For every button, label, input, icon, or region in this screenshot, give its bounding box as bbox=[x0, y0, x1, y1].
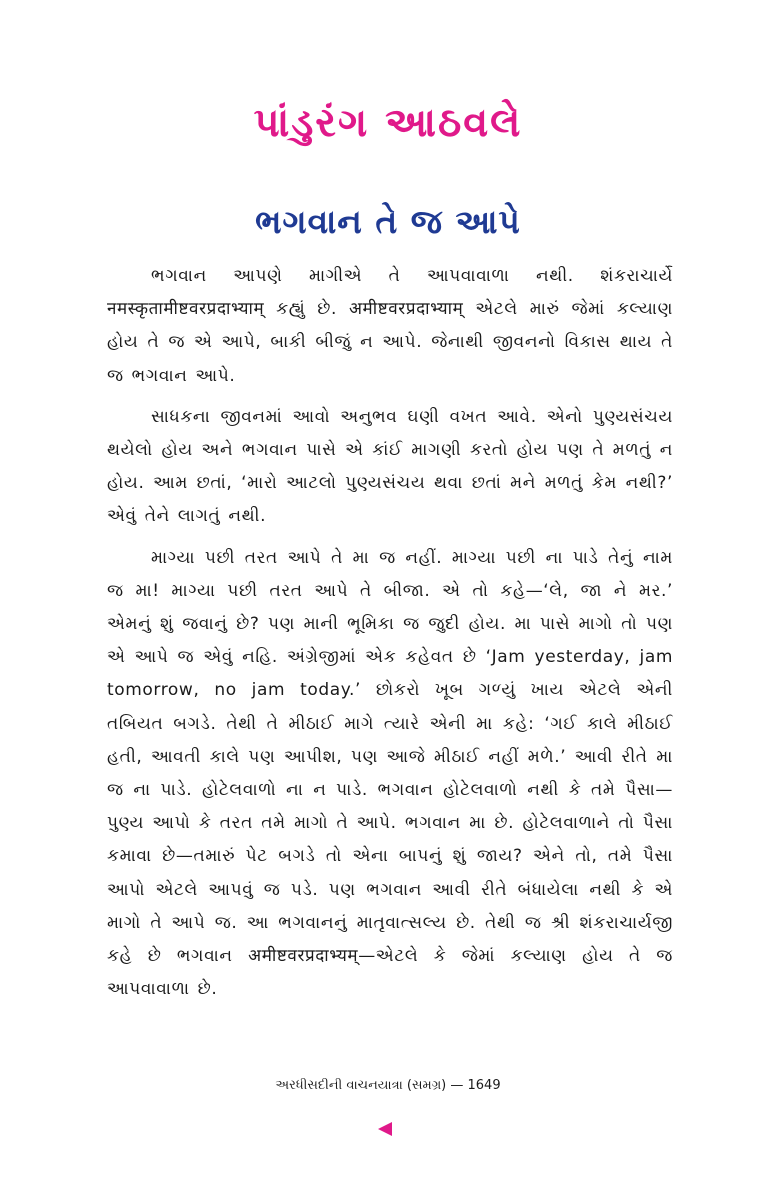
author-name: પાંડુરંગ આઠવલે bbox=[253, 100, 523, 146]
article-title: ભગવાન તે જ આપે bbox=[255, 202, 521, 241]
paragraph-2: સાધકના જીવનમાં આવો અનુભવ ઘણી વખત આવે. એનો પુણ્યસંચય થયેલો હોય અને ભગવાન પાસે એ કાંઈ માગણી કરતો હોય પણ તે મળતું ન હોય. આમ છતાં, ‘મારો આટલો પુણ્યસંચય થવા છતાં મને મળતું કેમ નથી?’ એવું તેને લાગતું નથી. bbox=[107, 406, 673, 527]
paragraph-3: માગ્યા પછી તરત આપે તે મા જ નહીં. માગ્યા પછી ના પાડે તેનું નામ જ મા! માગ્યા પછી તરત આપે તે બીજા. એ તો કહે—‘લે, જા ને મર.’ એમનું શું જવાનું છે? પણ માની ભૂમિકા જ જુદી હોય. મા પાસે માગો તો પણ એ આપે જ એવું નહિ. અંગ્રેજીમાં એક કહેવત છે ‘Jam yesterday, jam tomorrow, no jam today.’ છોકરો ખૂબ ગળ્યું ખાય એટલે એની તબિયત બગડે. તેથી તે મીઠાઈ માગે ત્યારે એની મા કહે: ‘ગઈ કાલે મીઠાઈ હતી, આવતી કાલે પણ આપીશ, પણ આજે મીઠાઈ નહીં મળે.’ આવી રીતે મા જ ના પાડે. હોટેલવાળો ના ન પાડે. ભગવાન હોટેલવાળો નથી કે તમે પૈસા—પુણ્ય આપો કે તરત તમે માગો તે આપે. ભગવાન મા છે. હોટેલવાળાને તો પૈસા કમાવા છે—તમારું પેટ બગડે તો એના બાપનું શું જાય? એને તો, તમે પૈસા આપો એટલે આપવું જ પડે. પણ ભગવાન આવી રીતે બંધાયેલા નથી કે એ માગો તે આપે જ. આ ભગવાનનું માતૃવાત્સલ્ય છે. તેથી જ શ્રી શંકરાચાર્યજી કહે છે ભગવાન अमीष्टवरप्रदाभ्यम्—એટલે કે જેમાં કલ્યાણ હોય તે જ આપવાવાળા છે. bbox=[107, 547, 673, 1000]
page-footer: અરધીસદીની વાચનયાત્રા (સમગ્ર) — 1649 bbox=[275, 1078, 501, 1093]
previous-page-arrow-icon[interactable] bbox=[378, 1122, 392, 1136]
paragraph-1: ભગવાન આપણે માગીએ તે આપવાવાળા નથી. શંકરાચાર્યે नमस्कृतामीष्टवरप्रदाभ्याम् કહ્યું છે. अमीष्टवरप्रदाभ्याम् એટલે મારું જેમાં કલ્યાણ હોય તે જ એ આપે, બાકી બીજું ન આપે. જેનાથી જીવનનો વિકાસ થાય તે જ ભગવાન આપે. bbox=[107, 266, 673, 386]
article-body bbox=[107, 260, 673, 1006]
